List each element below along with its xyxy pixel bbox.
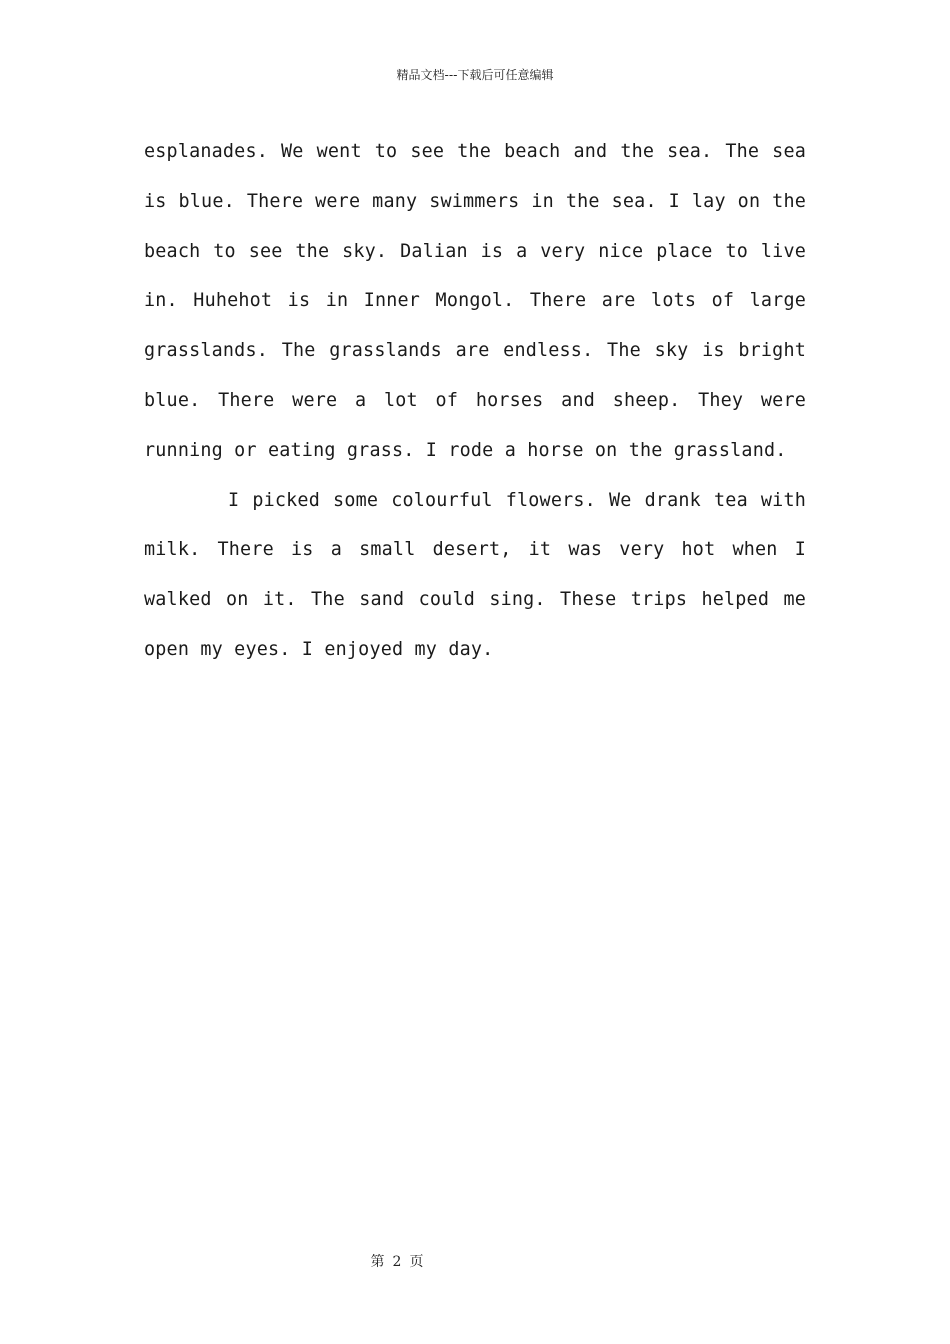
text-line: grasslands. The grasslands are endless. The sky is bright [144, 340, 806, 362]
footer-suffix: 页 [409, 1254, 424, 1270]
paragraph-1 [144, 127, 806, 476]
text-line: walked on it. The sand could sing. These trips helped me [144, 589, 806, 611]
text-line: running or eating grass. I rode a horse on the grassland. [144, 439, 787, 461]
text-line: blue. There were a lot of horses and sheep. They were [144, 389, 806, 411]
text-line: esplanades. We went to see the beach and the sea. The sea [144, 141, 806, 162]
page-number: 2 [392, 1254, 402, 1270]
paragraph-2 [144, 476, 806, 675]
footer-prefix: 第 [370, 1254, 385, 1270]
page-footer [0, 1252, 794, 1272]
text-line: is blue. There were many swimmers in the sea. I lay on the [144, 190, 806, 212]
page-header: 精品文档---下载后可任意编辑 [396, 68, 554, 82]
text-line: in. Huhehot is in Inner Mongol. There are lots of large [144, 290, 806, 312]
text-line: milk. There is a small desert, it was very hot when I [144, 539, 806, 561]
body-text [144, 127, 806, 675]
text-line: open my eyes. I enjoyed my day. [144, 638, 494, 660]
text-line: I picked some colourful flowers. We drank tea with [228, 489, 806, 511]
text-line: beach to see the sky. Dalian is a very nice place to live [144, 240, 806, 262]
